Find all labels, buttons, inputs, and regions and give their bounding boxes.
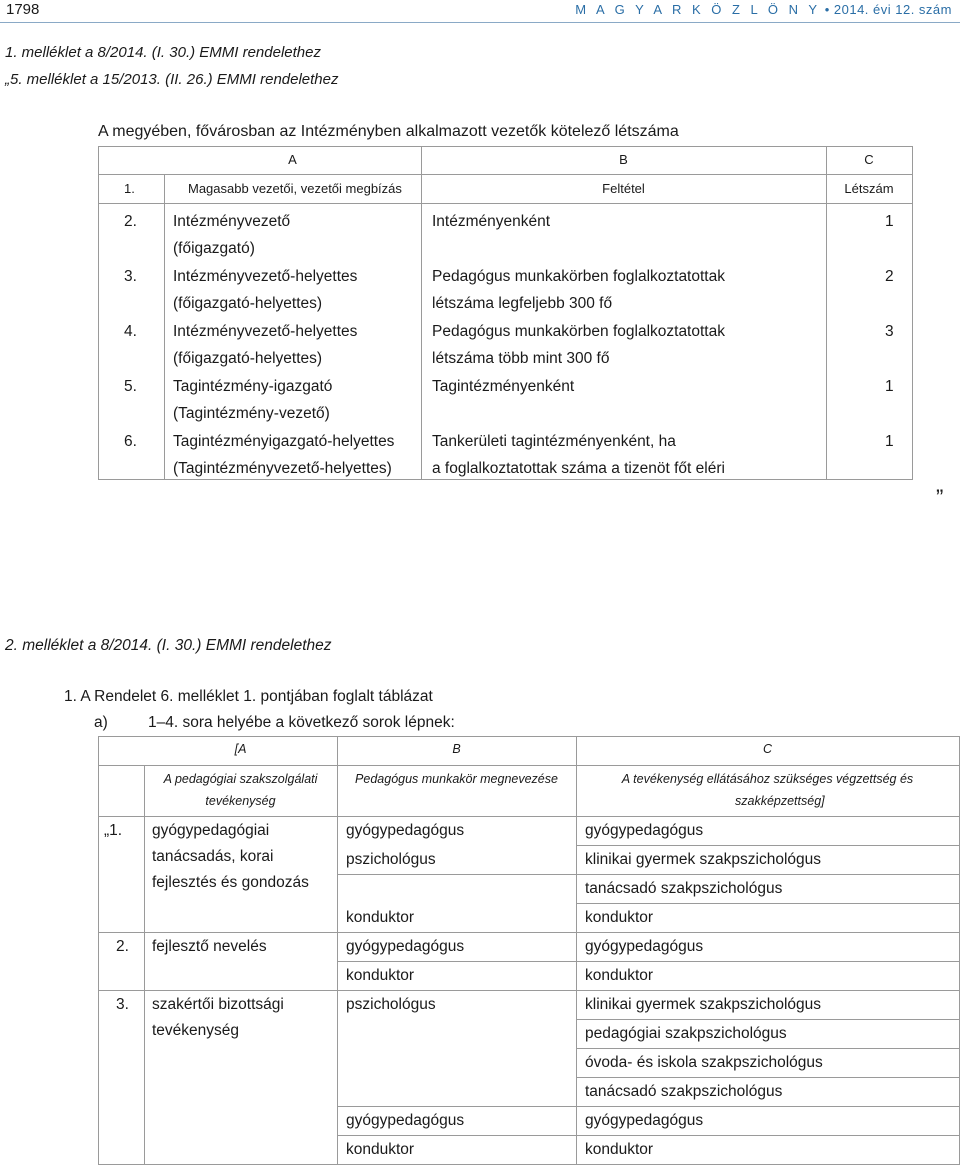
- head-col-a-line1: A pedagógiai szakszolgálati: [163, 772, 318, 786]
- row-b-line: gyógypedagógus: [346, 938, 465, 955]
- annex1-caption: A megyében, fővárosban az Intézményben alkalmazott vezetők kötelező létszáma: [98, 123, 679, 140]
- row-b-line1: Pedagógus munkakörben foglalkoztatottak: [432, 323, 725, 340]
- row-a-line2: (Tagintézmény-vezető): [173, 405, 330, 422]
- row-b-line1: Intézményenként: [432, 213, 551, 230]
- row-a-line2: (főigazgató-helyettes): [173, 350, 323, 367]
- table1-line: [98, 174, 913, 175]
- col-letter-b: B: [452, 742, 461, 756]
- row-c: 3: [885, 323, 894, 340]
- annex1-title: 1. melléklet a 8/2014. (I. 30.) EMMI rendelethez: [5, 44, 321, 61]
- row-a-line: gyógypedagógiai: [152, 822, 270, 839]
- col-letter-a: A: [288, 152, 297, 167]
- row-c-line: tanácsadó szakpszichológus: [585, 1083, 783, 1100]
- col-letter-c: C: [762, 742, 773, 756]
- row-c-line: gyógypedagógus: [585, 822, 704, 839]
- row-number: 2.: [124, 213, 137, 230]
- row-c-line: konduktor: [585, 967, 654, 984]
- annex1-subtitle: „5. melléklet a 15/2013. (II. 26.) EMMI rendelethez: [5, 71, 339, 88]
- row-number: 2.: [116, 938, 129, 955]
- row-number: „1.: [104, 822, 123, 839]
- row-b-line2: a foglalkoztatottak száma a tizenöt főt eléri: [432, 460, 725, 477]
- row-a-line2: (Tagintézményvezető-helyettes): [173, 460, 392, 477]
- row-a-line2: (főigazgató): [173, 240, 255, 257]
- row-b-line: pszichológus: [346, 996, 436, 1013]
- head-col-b: Pedagógus munkakör megnevezése: [355, 772, 558, 786]
- row-b-line: konduktor: [346, 967, 415, 984]
- row-a-line1: Tagintézmény-igazgató: [173, 378, 333, 395]
- table2-line: [98, 765, 960, 766]
- row-c-line: gyógypedagógus: [585, 1112, 704, 1129]
- row-c-line: óvoda- és iskola szakpszichológus: [585, 1054, 823, 1071]
- row-c-line: pedagógiai szakpszichológus: [585, 1025, 787, 1042]
- row-b-line: konduktor: [346, 1141, 415, 1158]
- row-a-line: fejlesztő nevelés: [152, 938, 267, 955]
- table2-border-bottom: [98, 1164, 960, 1165]
- annex2-item-a-label: a): [94, 714, 108, 731]
- row-c-line: tanácsadó szakpszichológus: [585, 880, 783, 897]
- row-c-line: klinikai gyermek szakpszichológus: [585, 996, 822, 1013]
- row-number: 3.: [124, 268, 137, 285]
- journal-issue: 2014. évi 12. szám: [833, 2, 952, 17]
- closing-quote: ”: [936, 485, 944, 510]
- table2-border-left: [98, 736, 99, 1165]
- table1-border-right: [912, 146, 913, 480]
- col-letter-c: C: [864, 152, 874, 167]
- table1-line: [421, 146, 422, 480]
- row-c: 1: [885, 378, 894, 395]
- row-c: 1: [885, 433, 894, 450]
- journal-name: M A G Y A R K Ö Z L Ö N Y: [575, 2, 821, 17]
- row-a-line: fejlesztés és gondozás: [152, 874, 309, 891]
- head-col-c: Létszám: [844, 181, 894, 196]
- row-c-line: konduktor: [585, 909, 654, 926]
- row-a-line1: Intézményvezető-helyettes: [173, 323, 358, 340]
- row-a-line: tanácsadás, korai: [152, 848, 274, 865]
- row-c-line: gyógypedagógus: [585, 938, 704, 955]
- annex2-item-a-text: 1–4. sora helyébe a következő sorok lépnek:: [148, 714, 455, 731]
- table1-line: [98, 203, 913, 204]
- row-b-line: gyógypedagógus: [346, 822, 465, 839]
- row-a-line1: Intézményvezető: [173, 213, 291, 230]
- table1-line: [164, 174, 165, 479]
- row-c-line: klinikai gyermek szakpszichológus: [585, 851, 822, 868]
- row-c: 1: [885, 213, 894, 230]
- row-number: 5.: [124, 378, 137, 395]
- journal-header: [575, 2, 952, 17]
- table2-border-top: [98, 736, 960, 737]
- header-bullet: •: [824, 2, 830, 17]
- col-letter-a: [A: [234, 742, 247, 756]
- row-a-line1: Intézményvezető-helyettes: [173, 268, 358, 285]
- row-a-line2: (főigazgató-helyettes): [173, 295, 323, 312]
- annex2-item1: 1. A Rendelet 6. melléklet 1. pontjában foglalt táblázat: [64, 688, 433, 705]
- row-a-line1: Tagintézményigazgató-helyettes: [173, 433, 395, 450]
- row-b-line: gyógypedagógus: [346, 1112, 465, 1129]
- head-col-a: Magasabb vezetői, vezetői megbízás: [188, 181, 402, 196]
- annex2-title: 2. melléklet a 8/2014. (I. 30.) EMMI rendelethez: [5, 637, 332, 654]
- row-b-line: pszichológus: [346, 851, 436, 868]
- row-c: 2: [885, 268, 894, 285]
- table2-line: [337, 736, 338, 1165]
- header-rule: [0, 22, 960, 23]
- head-col-b: Feltétel: [602, 181, 645, 196]
- row-c-line: konduktor: [585, 1141, 654, 1158]
- row-b-line: konduktor: [346, 909, 415, 926]
- row-b-line1: Pedagógus munkakörben foglalkoztatottak: [432, 268, 725, 285]
- page-number: 1798: [6, 1, 40, 18]
- head-row-number: 1.: [124, 181, 135, 196]
- head-col-c-line1: A tevékenység ellátásához szükséges végzettség és: [621, 772, 914, 786]
- col-letter-b: B: [619, 152, 628, 167]
- head-col-a-line2: tevékenység: [205, 794, 276, 808]
- table1-border-top: [98, 146, 913, 147]
- table1-line: [826, 146, 827, 480]
- row-number: 6.: [124, 433, 137, 450]
- table2-line: [144, 765, 145, 1165]
- row-b-line2: létszáma több mint 300 fő: [432, 350, 610, 367]
- head-col-c-line2: szakképzettség]: [735, 794, 825, 808]
- row-b-line1: Tankerületi tagintézményenként, ha: [432, 433, 676, 450]
- row-number: 3.: [116, 996, 129, 1013]
- row-a-line: szakértői bizottsági: [152, 996, 284, 1013]
- table2-line: [576, 736, 577, 1165]
- row-number: 4.: [124, 323, 137, 340]
- row-a-line: tevékenység: [152, 1022, 240, 1039]
- table1-border-left: [98, 146, 99, 480]
- row-b-line1: Tagintézményenként: [432, 378, 575, 395]
- row-b-line2: létszáma legfeljebb 300 fő: [432, 295, 613, 312]
